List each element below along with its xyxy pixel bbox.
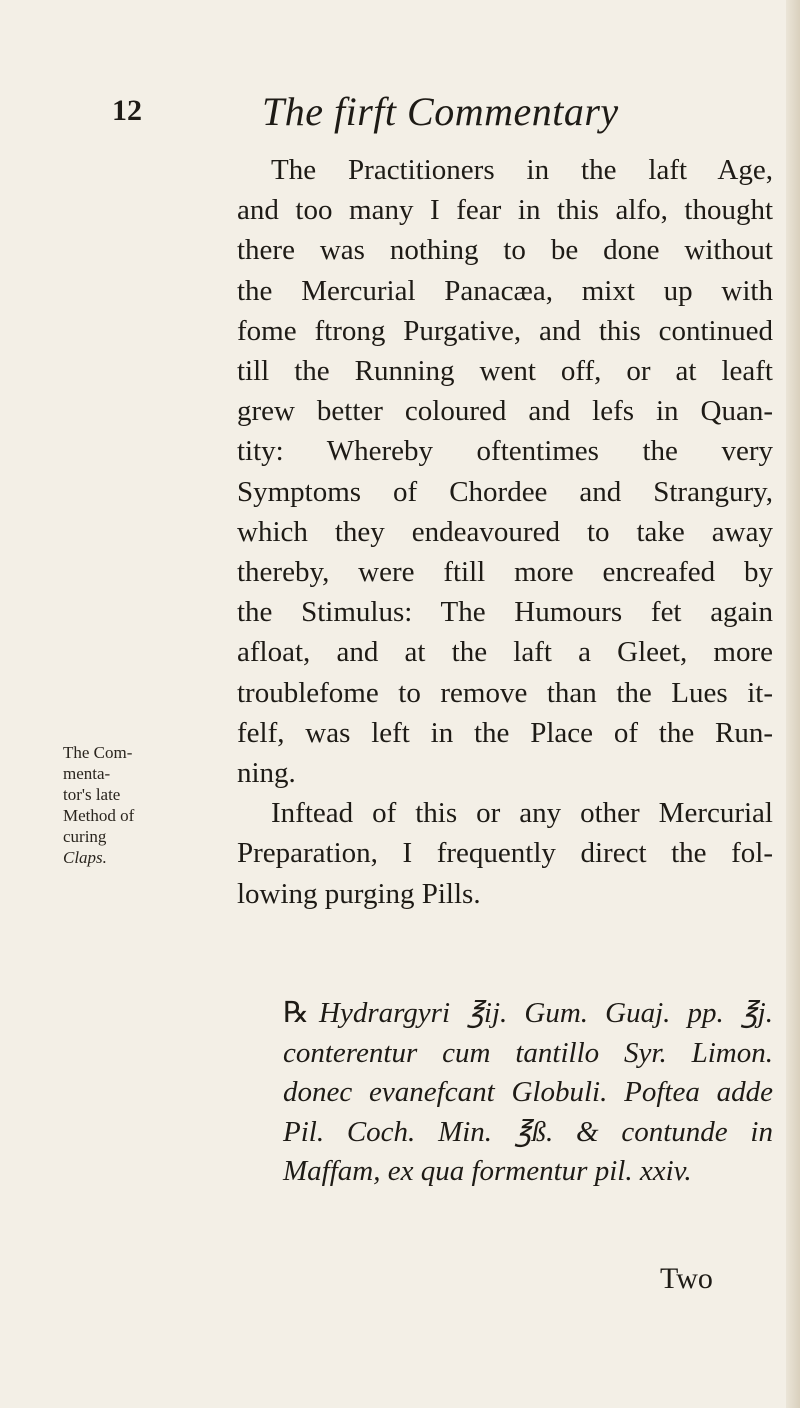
- text-line: which they endeavoured to take away: [237, 515, 773, 548]
- recipe-line: [283, 994, 773, 1034]
- recipe-text: Hydrargyri ℥ij. Gum. Guaj. pp. ℥j.: [319, 997, 773, 1029]
- text-line: felf, was left in the Place of the Run-: [237, 716, 773, 749]
- recipe-line: Maffam, ex qua formentur pil. xxiv.: [283, 1155, 692, 1187]
- text-line: the Mercurial Panacæa, mixt up with: [237, 274, 773, 307]
- margin-note-line: curing: [63, 827, 107, 846]
- recipe-block: [283, 994, 773, 1192]
- text-line: Symptoms of Chordee and Strangury,: [237, 475, 773, 508]
- text-line: tity: Whereby oftentimes the very: [237, 435, 773, 468]
- margin-note-line: tor's late: [63, 785, 121, 804]
- recipe-symbol: ℞: [283, 997, 309, 1029]
- text-line: The Practitioners in the laft Age,: [271, 154, 773, 186]
- text-line: Preparation, I frequently direct the fol-: [237, 837, 773, 870]
- margin-note-line: Claps.: [63, 848, 107, 867]
- margin-note-line: Method of: [63, 806, 135, 825]
- margin-note-line: The Com-: [63, 743, 133, 762]
- recipe-line: Pil. Coch. Min. ℥ß. & contunde in: [283, 1115, 773, 1148]
- margin-note: [63, 742, 243, 868]
- text-line: grew better coloured and lefs in Quan-: [237, 395, 773, 428]
- running-head: The firft Commentary: [262, 89, 619, 134]
- margin-note-line: menta-: [63, 764, 111, 783]
- page-header: [0, 88, 800, 148]
- text-line: lowing purging Pills.: [237, 877, 481, 910]
- text-line: troublefome to remove than the Lues it-: [237, 676, 773, 709]
- text-line: thereby, were ftill more encreafed by: [237, 556, 773, 589]
- page-number: 12: [112, 94, 142, 127]
- text-line: ning.: [237, 757, 296, 790]
- recipe-line: donec evanefcant Globuli. Poftea adde: [283, 1076, 773, 1108]
- recipe-line: conterentur cum tantillo Syr. Limon.: [283, 1036, 773, 1069]
- text-line: fome ftrong Purgative, and this continued: [237, 314, 773, 347]
- catchword: Two: [660, 1262, 713, 1295]
- main-text: [237, 150, 773, 914]
- page-edge: [786, 0, 800, 1408]
- text-line: the Stimulus: The Humours fet again: [237, 596, 773, 629]
- paragraph-2: [237, 793, 773, 914]
- text-line: there was nothing to be done without: [237, 234, 773, 267]
- text-line: and too many I fear in this alfo, thought: [237, 194, 773, 227]
- text-line: till the Running went off, or at leaft: [237, 355, 773, 388]
- text-line: afloat, and at the laft a Gleet, more: [237, 636, 773, 669]
- paragraph-1: [237, 150, 773, 793]
- text-line: Inftead of this or any other Mercurial: [271, 797, 773, 830]
